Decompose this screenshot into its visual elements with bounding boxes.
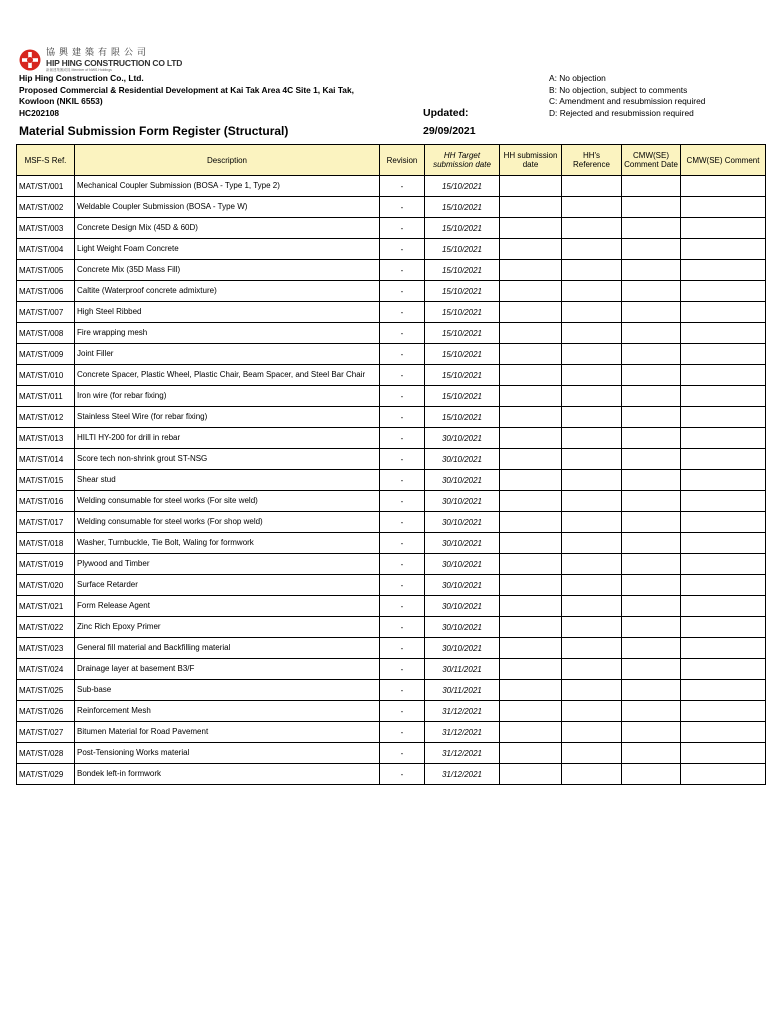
cell-comment (681, 491, 766, 512)
cell-submission-date (500, 638, 562, 659)
project-title-line2: Kowloon (NKIL 6553) (19, 96, 103, 106)
cell-description: Bitumen Material for Road Pavement (75, 722, 380, 743)
table-row (17, 617, 766, 638)
cell-ref: MAT/ST/016 (17, 491, 75, 512)
cell-ref: MAT/ST/011 (17, 386, 75, 407)
cell-description: Concrete Mix (35D Mass Fill) (75, 260, 380, 281)
cell-revision: - (380, 743, 425, 764)
cell-revision: - (380, 407, 425, 428)
cell-target-date: 30/10/2021 (425, 638, 500, 659)
status-code-b: B: No objection, subject to comments (549, 84, 688, 95)
cell-comment-date (622, 659, 681, 680)
cell-submission-date (500, 659, 562, 680)
cell-target-date: 15/10/2021 (425, 302, 500, 323)
cell-comment-date (622, 386, 681, 407)
logo-subtitle: 新創建集團成員 Member of NWS Holdings (46, 67, 112, 72)
table-row (17, 407, 766, 428)
cell-target-date: 15/10/2021 (425, 386, 500, 407)
cell-hh-reference (562, 239, 622, 260)
cell-ref: MAT/ST/005 (17, 260, 75, 281)
cell-submission-date (500, 533, 562, 554)
cell-description: HILTI HY-200 for drill in rebar (75, 428, 380, 449)
cell-description: Concrete Spacer, Plastic Wheel, Plastic Chair, Beam Spacer, and Steel Bar Chair (75, 365, 380, 386)
cell-ref: MAT/ST/024 (17, 659, 75, 680)
cell-submission-date (500, 575, 562, 596)
cell-revision: - (380, 554, 425, 575)
updated-label: Updated: (423, 107, 469, 119)
table-row (17, 743, 766, 764)
table-row (17, 218, 766, 239)
cell-revision: - (380, 218, 425, 239)
cell-submission-date (500, 743, 562, 764)
cell-ref: MAT/ST/025 (17, 680, 75, 701)
cell-target-date: 15/10/2021 (425, 176, 500, 197)
cell-comment-date (622, 575, 681, 596)
cell-comment (681, 512, 766, 533)
cell-description: Zinc Rich Epoxy Primer (75, 617, 380, 638)
cell-ref: MAT/ST/004 (17, 239, 75, 260)
table-row (17, 176, 766, 197)
cell-hh-reference (562, 617, 622, 638)
cell-hh-reference (562, 722, 622, 743)
col-header-ref: MSF-S Ref. (17, 145, 75, 176)
form-title: Material Submission Form Register (Structural) (19, 124, 289, 138)
cell-submission-date (500, 323, 562, 344)
cell-ref: MAT/ST/021 (17, 596, 75, 617)
cell-ref: MAT/ST/028 (17, 743, 75, 764)
cell-description: Score tech non-shrink grout ST-NSG (75, 449, 380, 470)
cell-ref: MAT/ST/008 (17, 323, 75, 344)
cell-submission-date (500, 407, 562, 428)
cell-comment-date (622, 617, 681, 638)
cell-ref: MAT/ST/006 (17, 281, 75, 302)
cell-comment-date (622, 428, 681, 449)
cell-comment-date (622, 218, 681, 239)
cell-description: Surface Retarder (75, 575, 380, 596)
cell-comment-date (622, 533, 681, 554)
cell-description: Bondek left-in formwork (75, 764, 380, 785)
cell-target-date: 30/10/2021 (425, 449, 500, 470)
cell-target-date: 31/12/2021 (425, 743, 500, 764)
table-row (17, 512, 766, 533)
cell-description: Weldable Coupler Submission (BOSA - Type W) (75, 197, 380, 218)
cell-hh-reference (562, 638, 622, 659)
cell-comment (681, 533, 766, 554)
cell-comment (681, 596, 766, 617)
cell-submission-date (500, 470, 562, 491)
table-row (17, 239, 766, 260)
cell-comment (681, 302, 766, 323)
cell-hh-reference (562, 491, 622, 512)
cell-hh-reference (562, 596, 622, 617)
cell-revision: - (380, 722, 425, 743)
col-header-target-date: HH Target submission date (425, 145, 500, 176)
cell-hh-reference (562, 512, 622, 533)
cell-description: Shear stud (75, 470, 380, 491)
table-row (17, 596, 766, 617)
hip-hing-logo-icon (19, 49, 41, 71)
cell-comment-date (622, 722, 681, 743)
col-header-hh-reference: HH's Reference (562, 145, 622, 176)
cell-ref: MAT/ST/017 (17, 512, 75, 533)
cell-comment (681, 239, 766, 260)
cell-revision: - (380, 701, 425, 722)
cell-comment (681, 428, 766, 449)
cell-submission-date (500, 176, 562, 197)
cell-target-date: 15/10/2021 (425, 281, 500, 302)
cell-submission-date (500, 512, 562, 533)
cell-hh-reference (562, 386, 622, 407)
cell-comment (681, 386, 766, 407)
cell-comment-date (622, 281, 681, 302)
table-body (17, 176, 766, 785)
cell-description: Mechanical Coupler Submission (BOSA - Type 1, Type 2) (75, 176, 380, 197)
cell-target-date: 15/10/2021 (425, 344, 500, 365)
cell-hh-reference (562, 197, 622, 218)
table-row (17, 638, 766, 659)
cell-description: Concrete Design Mix (45D & 60D) (75, 218, 380, 239)
cell-hh-reference (562, 218, 622, 239)
table-header-row (17, 145, 766, 176)
cell-ref: MAT/ST/012 (17, 407, 75, 428)
cell-target-date: 15/10/2021 (425, 197, 500, 218)
cell-comment (681, 323, 766, 344)
cell-submission-date (500, 491, 562, 512)
cell-comment-date (622, 764, 681, 785)
cell-description: Caltite (Waterproof concrete admixture) (75, 281, 380, 302)
cell-description: Fire wrapping mesh (75, 323, 380, 344)
cell-comment (681, 701, 766, 722)
table-row (17, 365, 766, 386)
project-code: HC202108 (19, 108, 60, 118)
cell-submission-date (500, 386, 562, 407)
cell-revision: - (380, 512, 425, 533)
cell-comment-date (622, 680, 681, 701)
cell-target-date: 30/10/2021 (425, 491, 500, 512)
cell-hh-reference (562, 470, 622, 491)
table-row (17, 575, 766, 596)
cell-revision: - (380, 449, 425, 470)
logo-chinese-name: 協興建築有限公司 (46, 48, 151, 58)
cell-description: High Steel Ribbed (75, 302, 380, 323)
cell-submission-date (500, 617, 562, 638)
table-row (17, 764, 766, 785)
cell-ref: MAT/ST/007 (17, 302, 75, 323)
company-name: Hip Hing Construction Co., Ltd. (19, 73, 144, 83)
cell-submission-date (500, 701, 562, 722)
col-header-comment: CMW(SE) Comment (681, 145, 766, 176)
cell-comment (681, 260, 766, 281)
cell-ref: MAT/ST/020 (17, 575, 75, 596)
cell-hh-reference (562, 344, 622, 365)
cell-description: Iron wire (for rebar fixing) (75, 386, 380, 407)
cell-revision: - (380, 344, 425, 365)
cell-ref: MAT/ST/023 (17, 638, 75, 659)
cell-revision: - (380, 491, 425, 512)
cell-ref: MAT/ST/029 (17, 764, 75, 785)
cell-description: Welding consumable for steel works (For shop weld) (75, 512, 380, 533)
cell-submission-date (500, 218, 562, 239)
cell-comment-date (622, 596, 681, 617)
cell-comment (681, 722, 766, 743)
col-header-description: Description (75, 145, 380, 176)
cell-comment-date (622, 302, 681, 323)
cell-description: Stainless Steel Wire (for rebar fixing) (75, 407, 380, 428)
cell-revision: - (380, 197, 425, 218)
table-row (17, 428, 766, 449)
cell-hh-reference (562, 323, 622, 344)
cell-hh-reference (562, 764, 622, 785)
cell-comment-date (622, 365, 681, 386)
table-row (17, 659, 766, 680)
cell-comment (681, 554, 766, 575)
cell-comment (681, 743, 766, 764)
cell-ref: MAT/ST/009 (17, 344, 75, 365)
cell-comment (681, 617, 766, 638)
cell-submission-date (500, 260, 562, 281)
cell-hh-reference (562, 533, 622, 554)
cell-revision: - (380, 533, 425, 554)
cell-ref: MAT/ST/022 (17, 617, 75, 638)
cell-submission-date (500, 197, 562, 218)
cell-revision: - (380, 764, 425, 785)
cell-ref: MAT/ST/010 (17, 365, 75, 386)
cell-comment (681, 365, 766, 386)
cell-description: Drainage layer at basement B3/F (75, 659, 380, 680)
cell-revision: - (380, 596, 425, 617)
status-code-a: A: No objection (549, 73, 606, 83)
cell-description: Form Release Agent (75, 596, 380, 617)
cell-target-date: 30/10/2021 (425, 428, 500, 449)
cell-ref: MAT/ST/026 (17, 701, 75, 722)
cell-hh-reference (562, 575, 622, 596)
cell-submission-date (500, 722, 562, 743)
cell-target-date: 30/10/2021 (425, 512, 500, 533)
cell-comment-date (622, 743, 681, 764)
cell-comment-date (622, 449, 681, 470)
cell-submission-date (500, 449, 562, 470)
cell-comment (681, 218, 766, 239)
cell-comment-date (622, 323, 681, 344)
cell-target-date: 15/10/2021 (425, 239, 500, 260)
cell-comment (681, 449, 766, 470)
cell-revision: - (380, 260, 425, 281)
cell-hh-reference (562, 743, 622, 764)
col-header-submission-date: HH submission date (500, 145, 562, 176)
cell-hh-reference (562, 554, 622, 575)
status-code-legend (549, 73, 705, 119)
cell-comment (681, 407, 766, 428)
table-row (17, 260, 766, 281)
cell-ref: MAT/ST/003 (17, 218, 75, 239)
cell-description: Plywood and Timber (75, 554, 380, 575)
table-row (17, 197, 766, 218)
cell-target-date: 15/10/2021 (425, 260, 500, 281)
table-row (17, 554, 766, 575)
table-row (17, 680, 766, 701)
cell-target-date: 30/11/2021 (425, 659, 500, 680)
cell-ref: MAT/ST/019 (17, 554, 75, 575)
cell-ref: MAT/ST/014 (17, 449, 75, 470)
cell-comment (681, 680, 766, 701)
cell-comment (681, 659, 766, 680)
cell-hh-reference (562, 407, 622, 428)
cell-revision: - (380, 428, 425, 449)
cell-target-date: 30/10/2021 (425, 470, 500, 491)
cell-submission-date (500, 365, 562, 386)
cell-revision: - (380, 638, 425, 659)
cell-comment-date (622, 239, 681, 260)
table-row (17, 386, 766, 407)
cell-hh-reference (562, 302, 622, 323)
cell-submission-date (500, 680, 562, 701)
cell-revision: - (380, 239, 425, 260)
cell-comment-date (622, 554, 681, 575)
cell-comment (681, 575, 766, 596)
table-row (17, 344, 766, 365)
cell-comment-date (622, 260, 681, 281)
cell-revision: - (380, 617, 425, 638)
cell-revision: - (380, 176, 425, 197)
cell-submission-date (500, 281, 562, 302)
cell-submission-date (500, 428, 562, 449)
cell-revision: - (380, 680, 425, 701)
cell-revision: - (380, 386, 425, 407)
cell-comment (681, 176, 766, 197)
cell-revision: - (380, 302, 425, 323)
project-title-line1: Proposed Commercial & Residential Development at Kai Tak Area 4C Site 1, Kai Tak, (19, 85, 354, 95)
cell-hh-reference (562, 659, 622, 680)
cell-target-date: 15/10/2021 (425, 218, 500, 239)
status-code-c: C: Amendment and resubmission required (549, 96, 706, 106)
cell-submission-date (500, 764, 562, 785)
cell-submission-date (500, 239, 562, 260)
cell-description: Sub-base (75, 680, 380, 701)
cell-target-date: 30/10/2021 (425, 617, 500, 638)
cell-ref: MAT/ST/002 (17, 197, 75, 218)
cell-revision: - (380, 659, 425, 680)
cell-ref: MAT/ST/001 (17, 176, 75, 197)
cell-target-date: 15/10/2021 (425, 407, 500, 428)
cell-description: Washer, Turnbuckle, Tie Bolt, Waling for formwork (75, 533, 380, 554)
cell-comment-date (622, 407, 681, 428)
cell-hh-reference (562, 281, 622, 302)
cell-target-date: 31/12/2021 (425, 701, 500, 722)
cell-comment-date (622, 344, 681, 365)
cell-ref: MAT/ST/013 (17, 428, 75, 449)
cell-comment-date (622, 176, 681, 197)
cell-target-date: 30/11/2021 (425, 680, 500, 701)
cell-comment (681, 344, 766, 365)
cell-submission-date (500, 344, 562, 365)
cell-hh-reference (562, 701, 622, 722)
table-row (17, 281, 766, 302)
table-row (17, 302, 766, 323)
cell-description: Reinforcement Mesh (75, 701, 380, 722)
logo-english-name: HIP HING CONSTRUCTION CO LTD (46, 58, 183, 68)
cell-target-date: 30/10/2021 (425, 533, 500, 554)
cell-description: Light Weight Foam Concrete (75, 239, 380, 260)
table-row (17, 722, 766, 743)
col-header-comment-date: CMW(SE) Comment Date (622, 145, 681, 176)
cell-comment-date (622, 470, 681, 491)
cell-comment (681, 197, 766, 218)
table-row (17, 533, 766, 554)
cell-revision: - (380, 365, 425, 386)
status-code-d: D: Rejected and resubmission required (549, 107, 694, 118)
cell-target-date: 15/10/2021 (425, 323, 500, 344)
cell-revision: - (380, 575, 425, 596)
cell-hh-reference (562, 428, 622, 449)
cell-comment-date (622, 491, 681, 512)
cell-comment-date (622, 701, 681, 722)
table-row (17, 323, 766, 344)
cell-submission-date (500, 302, 562, 323)
cell-comment (681, 281, 766, 302)
table-row (17, 449, 766, 470)
company-logo (19, 49, 182, 71)
cell-revision: - (380, 470, 425, 491)
cell-hh-reference (562, 260, 622, 281)
cell-description: Post-Tensioning Works material (75, 743, 380, 764)
cell-submission-date (500, 596, 562, 617)
cell-hh-reference (562, 449, 622, 470)
cell-description: General fill material and Backfilling material (75, 638, 380, 659)
cell-target-date: 30/10/2021 (425, 596, 500, 617)
cell-ref: MAT/ST/015 (17, 470, 75, 491)
cell-comment (681, 638, 766, 659)
col-header-revision: Revision (380, 145, 425, 176)
table-row (17, 701, 766, 722)
cell-description: Welding consumable for steel works (For site weld) (75, 491, 380, 512)
cell-target-date: 30/10/2021 (425, 554, 500, 575)
cell-target-date: 15/10/2021 (425, 365, 500, 386)
cell-target-date: 31/12/2021 (425, 764, 500, 785)
cell-hh-reference (562, 680, 622, 701)
cell-revision: - (380, 323, 425, 344)
cell-comment-date (622, 197, 681, 218)
cell-revision: - (380, 281, 425, 302)
cell-target-date: 30/10/2021 (425, 575, 500, 596)
table-row (17, 470, 766, 491)
cell-ref: MAT/ST/018 (17, 533, 75, 554)
cell-comment-date (622, 512, 681, 533)
cell-comment-date (622, 638, 681, 659)
material-submission-table (16, 144, 766, 785)
cell-hh-reference (562, 365, 622, 386)
cell-comment (681, 764, 766, 785)
cell-ref: MAT/ST/027 (17, 722, 75, 743)
cell-description: Joint Filler (75, 344, 380, 365)
updated-date: 29/09/2021 (423, 125, 476, 137)
cell-comment (681, 470, 766, 491)
cell-target-date: 31/12/2021 (425, 722, 500, 743)
cell-hh-reference (562, 176, 622, 197)
table-row (17, 491, 766, 512)
cell-submission-date (500, 554, 562, 575)
